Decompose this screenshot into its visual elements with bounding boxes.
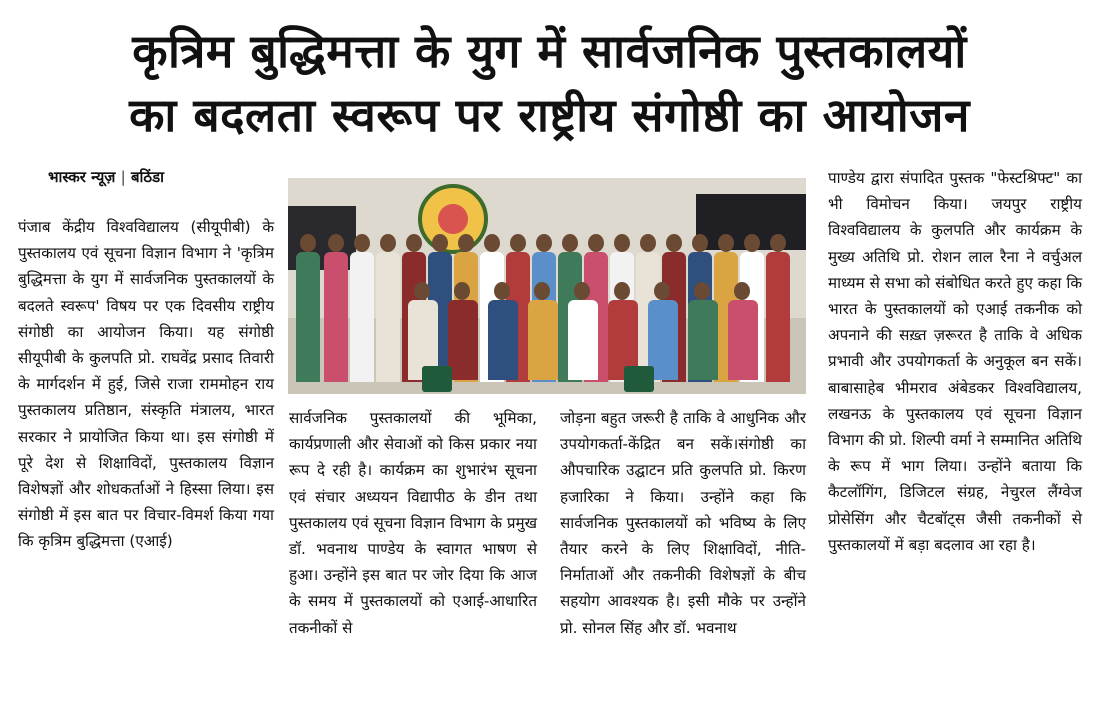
byline-source: भास्कर न्यूज़ — [48, 168, 116, 186]
column-3-text: जोड़ना बहुत जरूरी है ताकि वे आधुनिक और उपयोगकर्ता-केंद्रित बन सकें।संगोष्ठी का औपचारिक उद्घाटन प्रति कुलपति प्रो. किरण हजारिका ने किया। उन्होंने कहा कि सार्वजनिक पुस्तकालयों को भविष्य के लिए तैयार करने के लिए शिक्षाविदों, नीति-निर्माताओं और तकनीकी विशेषज्ञों के बीच सहयोग आवश्यक है। इसी मौके पर उन्होंने प्रो. सोनल सिंह और डॉ. भवनाथ — [560, 409, 806, 637]
article-column-2 — [289, 405, 537, 641]
photo-bag — [624, 366, 654, 392]
group-photo — [288, 178, 806, 394]
seminar-logo-icon — [418, 184, 488, 254]
headline-line-1: कृत्रिम बुद्धिमत्ता के युग में सार्वजनिक पुस्तकालयों — [132, 24, 967, 78]
photo-bag — [422, 366, 452, 392]
byline — [48, 167, 164, 187]
column-2-text: सार्वजनिक पुस्तकालयों की भूमिका, कार्यप्रणाली और सेवाओं को किस प्रकार नया रूप दे रही है। कार्यक्रम का शुभारंभ सूचना एवं संचार अध्ययन विद्यापीठ के डीन तथा पुस्तकालय एवं सूचना विज्ञान विभाग के प्रमुख डॉ. भवनाथ पाण्डेय के स्वागत भाषण से हुआ। उन्होंने इस बात पर जोर दिया कि आज के समय में पुस्तकालयों को एआई-आधारित तकनीकों से — [289, 409, 537, 637]
article-column-4 — [828, 165, 1082, 558]
column-1-text: पंजाब केंद्रीय विश्वविद्यालय (सीयूपीबी) के पुस्तकालय एवं सूचना विज्ञान विभाग ने 'कृत्रिम बुद्धिमत्ता के युग में सार्वजनिक पुस्तकालयों के बदलते स्वरूप' विषय पर एक दिवसीय राष्ट्रीय संगोष्ठी का आयोजन किया। यह संगोष्ठी सीयूपीबी के कुलपति प्रो. राघवेंद्र प्रसाद तिवारी के मार्गदर्शन में हुई, जिसे राजा राममोहन राय पुस्तकालय प्रतिष्ठान, संस्कृति मंत्रालय, भारत सरकार ने प्रायोजित किया था। इस संगोष्ठी में पूरे देश से शिक्षाविदों, पुस्तकालय विज्ञान विशेषज्ञों और शोधकर्ताओं ने हिस्सा लिया। इस संगोष्ठी में इस बात पर विचार-विमर्श किया गया कि कृत्रिम बुद्धिमत्ता (एआई) — [18, 218, 274, 551]
article-column-3 — [560, 405, 806, 641]
column-4-text: पाण्डेय द्वारा संपादित पुस्तक "फेस्टश्रिफ्ट" का भी विमोचन किया। जयपुर राष्ट्रीय विश्वविद्यालय के कुलपति और कार्यक्रम के मुख्य अतिथि प्रो. रोशन लाल रैना ने वर्चुअल माध्यम से सभा को संबोधित करते हुए कहा कि भारत के पुस्तकालयों को एआई तकनीक को अपनाने की सख़्त ज़रूरत है ताकि वे अधिक प्रभावी और उपयोगकर्ता के अनुकूल बन सकें। बाबासाहेब भीमराव अंबेडकर विश्वविद्यालय, लखनऊ के पुस्तकालय एवं सूचना विज्ञान विभाग की प्रो. शिल्पी वर्मा ने सम्मानित अतिथि के रूप में भाग लिया। उन्होंने बताया कि कैटलॉगिंग, डिजिटल संग्रह, नेचुरल लैंग्वेज प्रोसेसिंग और चैटबॉट्स जैसी तकनीकों से पुस्तकालयों में बड़ा बदलाव आ रहा है। — [828, 169, 1082, 554]
article-column-1 — [18, 214, 274, 555]
headline-line-2: का बदलता स्वरूप पर राष्ट्रीय संगोष्ठी का आयोजन — [129, 88, 970, 142]
byline-city: बठिंडा — [130, 168, 165, 186]
byline-separator: | — [120, 168, 126, 186]
